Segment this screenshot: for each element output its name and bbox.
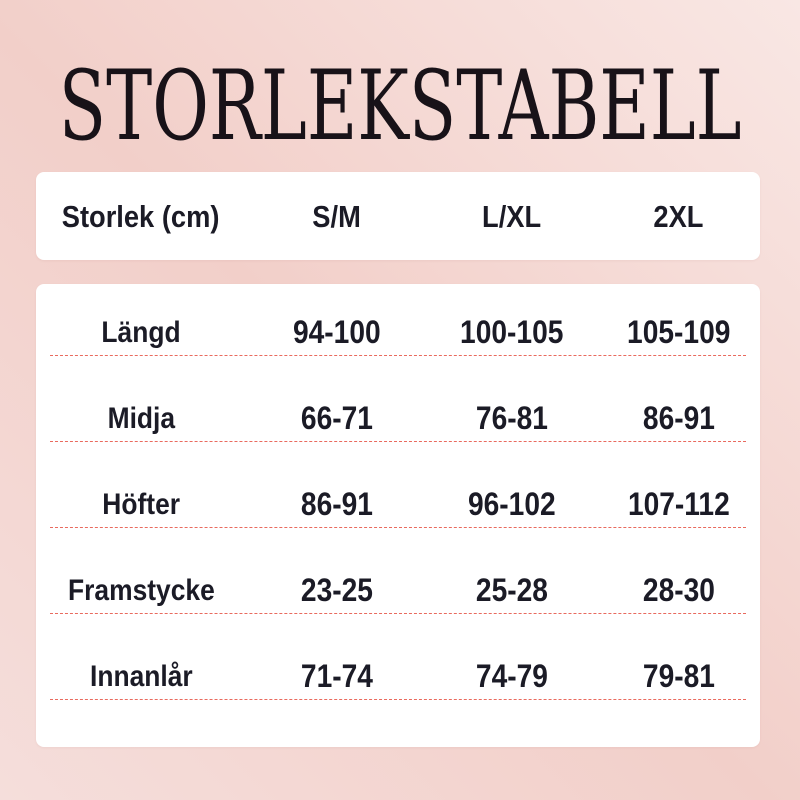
header-row [36, 172, 760, 260]
cell-value [246, 488, 427, 520]
cell-value-text: 105-109 [626, 314, 731, 350]
row-label [36, 490, 246, 520]
column-header-label: S/M [312, 198, 361, 234]
cell-value [427, 402, 597, 434]
cell-value-text: 100-105 [460, 314, 564, 350]
table-row-framstycke [36, 528, 760, 614]
cell-value [246, 402, 427, 434]
cell-value-text: 96-102 [468, 486, 556, 522]
column-header-label: Storlek (cm) [62, 198, 220, 234]
row-label-text: Innanlår [89, 660, 193, 693]
cell-value [427, 660, 597, 692]
cell-value-text: 86-91 [642, 400, 715, 436]
row-label [36, 662, 246, 692]
cell-value-text: 66-71 [300, 400, 373, 436]
row-label-text: Höfter [102, 488, 180, 521]
row-label [36, 404, 246, 434]
cell-value [246, 660, 427, 692]
cell-value [597, 574, 760, 606]
cell-value-text: 23-25 [300, 572, 373, 608]
cell-value-text: 25-28 [476, 572, 549, 608]
cell-value-text: 94-100 [292, 314, 381, 350]
cell-value [597, 660, 760, 692]
column-header-storlek [36, 198, 246, 234]
cell-value [427, 316, 597, 348]
column-header-lxl [427, 198, 597, 234]
cell-value [597, 488, 760, 520]
table-row-midja [36, 356, 760, 442]
cell-value [246, 574, 427, 606]
cell-value-text: 28-30 [642, 572, 715, 608]
cell-value [597, 402, 760, 434]
table-row-hofter [36, 442, 760, 528]
row-label-text: Längd [101, 316, 181, 349]
size-table-body-card [36, 284, 760, 747]
row-label-text: Midja [107, 402, 175, 435]
column-header-label: 2XL [653, 198, 704, 234]
cell-value-text: 74-79 [476, 658, 549, 694]
table-row-langd [36, 284, 760, 356]
cell-value [427, 488, 597, 520]
cell-value [597, 316, 760, 348]
page-title: STORLEKSTABELL [58, 49, 742, 162]
size-table-header-card [36, 172, 760, 260]
row-label [36, 318, 246, 348]
cell-value [427, 574, 597, 606]
column-header-2xl [597, 198, 760, 234]
table-row-innanlar [36, 614, 760, 700]
cell-value-text: 107-112 [627, 486, 730, 522]
cell-value-text: 86-91 [300, 486, 373, 522]
row-label [36, 576, 246, 606]
row-label-text: Framstycke [67, 574, 215, 607]
column-header-label: L/XL [482, 198, 542, 234]
cell-value-text: 79-81 [642, 658, 715, 694]
column-header-sm [246, 198, 427, 234]
cell-value-text: 76-81 [476, 400, 549, 436]
cell-value-text: 71-74 [300, 658, 373, 694]
cell-value [246, 316, 427, 348]
